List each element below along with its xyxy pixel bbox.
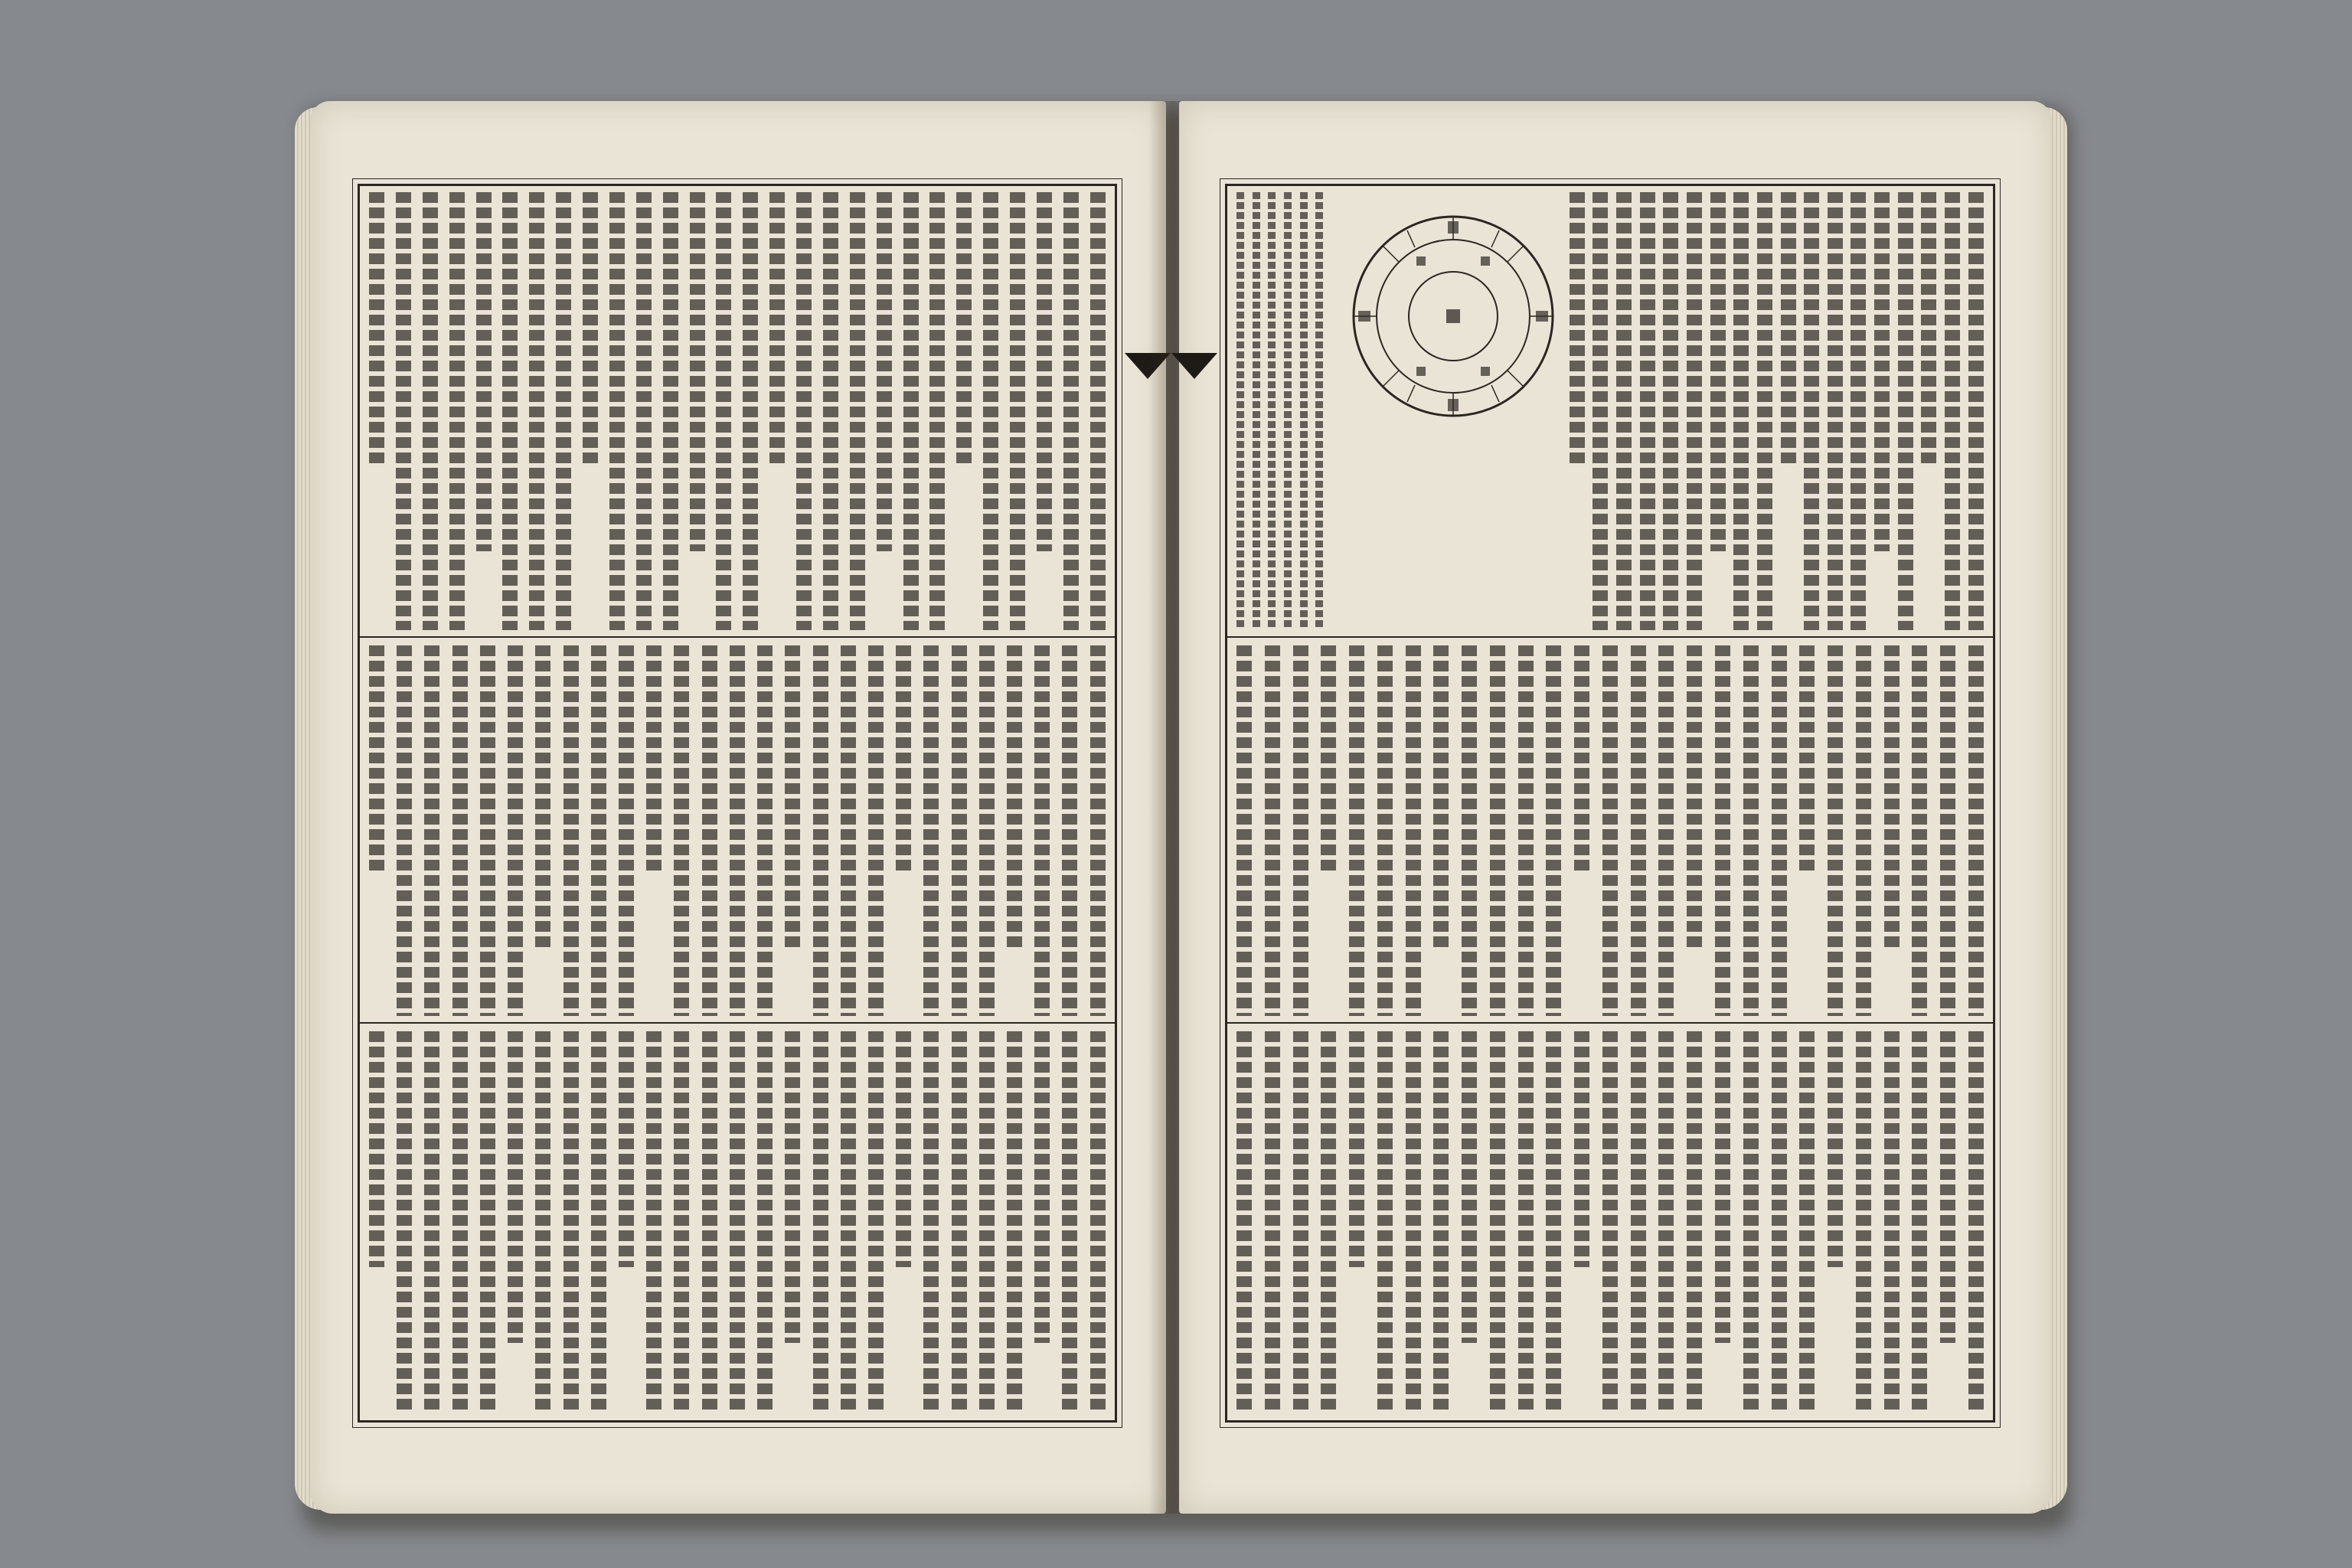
text-column: [952, 645, 967, 1016]
text-column: [923, 645, 939, 1016]
text-column-small: [1236, 192, 1244, 630]
text-column: [1265, 645, 1280, 1016]
text-column: [823, 192, 838, 630]
text-column: [1799, 1031, 1815, 1411]
text-column: [1687, 192, 1702, 630]
left-lower-text-block: [360, 1025, 1115, 1417]
right-upper-text-block: [1227, 186, 1993, 636]
text-column: [1462, 645, 1477, 1016]
text-column: [396, 192, 411, 630]
text-column: [583, 192, 598, 464]
text-column: [1828, 1031, 1843, 1267]
text-column: [1462, 1031, 1477, 1343]
text-column: [757, 645, 773, 1016]
text-column: [923, 1031, 939, 1411]
text-column: [424, 645, 439, 1016]
text-column: [1433, 645, 1449, 949]
text-column: [1321, 1031, 1336, 1411]
text-column: [1710, 192, 1726, 551]
text-column: [424, 1031, 439, 1411]
text-column: [952, 1031, 967, 1411]
text-column: [1715, 645, 1730, 1016]
text-column: [1884, 645, 1900, 949]
text-column: [1433, 1031, 1449, 1411]
text-column: [535, 645, 550, 949]
text-column: [619, 1031, 634, 1267]
text-column: [903, 192, 919, 630]
text-column: [591, 645, 606, 1016]
text-column: [1602, 1031, 1618, 1411]
text-column: [896, 645, 911, 875]
text-column: [1898, 192, 1913, 630]
text-column: [1592, 192, 1608, 630]
text-column-small: [1300, 192, 1308, 630]
text-column: [702, 1031, 717, 1411]
right-lower-text-block: [1227, 1025, 1993, 1417]
left-middle-text-block: [360, 639, 1115, 1022]
text-column: [1687, 1031, 1702, 1411]
text-column: [508, 1031, 523, 1343]
text-column: [730, 645, 745, 1016]
text-column: [1293, 645, 1308, 1016]
text-column: [1010, 192, 1025, 630]
text-column: [1602, 645, 1618, 1016]
text-column: [1490, 645, 1505, 1016]
text-column: [1631, 1031, 1646, 1411]
text-column: [1377, 1031, 1393, 1411]
text-column: [796, 192, 812, 630]
text-column: [1236, 645, 1252, 1016]
text-column: [564, 1031, 579, 1411]
text-column: [663, 192, 678, 630]
left-register-divider-2: [360, 1022, 1115, 1024]
text-column: [1574, 1031, 1589, 1267]
text-column: [1851, 192, 1866, 630]
text-column: [785, 645, 800, 949]
text-column: [452, 645, 468, 1016]
text-column: [591, 1031, 606, 1411]
text-column: [1856, 645, 1871, 1016]
text-column: [1658, 645, 1674, 1016]
text-column: [850, 192, 865, 630]
right-spine: [1168, 186, 1221, 1420]
text-column-small: [1268, 192, 1276, 630]
text-column: [674, 1031, 689, 1411]
text-column: [1884, 1031, 1900, 1411]
text-column: [1037, 192, 1052, 551]
text-column: [757, 1031, 773, 1411]
left-register-divider-1: [360, 636, 1115, 638]
text-column: [841, 1031, 856, 1411]
diagram-center-mark: [1446, 309, 1460, 323]
text-column: [556, 192, 571, 630]
text-column: [1034, 645, 1050, 1016]
text-column: [983, 192, 998, 630]
text-column: [1062, 645, 1077, 1016]
text-column: [1687, 645, 1702, 949]
text-column: [690, 192, 705, 551]
text-column: [1912, 1031, 1927, 1411]
text-column: [1518, 645, 1534, 1016]
text-column: [1940, 1031, 1955, 1343]
text-column: [1772, 1031, 1787, 1411]
text-column: [1406, 1031, 1421, 1411]
text-column: [1968, 192, 1984, 630]
text-column: [1090, 645, 1106, 1016]
text-column: [868, 1031, 884, 1411]
text-column: [1265, 1031, 1280, 1411]
text-column: [1968, 645, 1984, 1016]
text-column: [1874, 192, 1890, 551]
text-column: [1321, 645, 1336, 875]
right-register-divider-1: [1227, 636, 1993, 638]
text-column: [1062, 1031, 1077, 1411]
text-column: [1733, 192, 1749, 630]
right-fish-tail-mark: [1171, 353, 1217, 379]
text-column: [609, 192, 625, 630]
text-column-small: [1315, 192, 1323, 630]
text-column: [564, 645, 579, 1016]
text-column: [423, 192, 438, 630]
text-column: [502, 192, 518, 630]
text-column: [1799, 645, 1815, 875]
text-column: [1640, 192, 1655, 630]
text-column: [1940, 645, 1955, 1016]
text-column: [1743, 645, 1759, 1016]
text-column: [636, 192, 652, 630]
text-column: [1663, 192, 1678, 630]
text-column: [1236, 1031, 1252, 1411]
text-column: [1293, 1031, 1308, 1411]
text-column: [535, 1031, 550, 1411]
text-column: [896, 1031, 911, 1267]
text-column: [452, 1031, 468, 1411]
text-column: [956, 192, 972, 464]
text-column: [1828, 645, 1843, 1016]
text-column: [929, 192, 945, 630]
text-column: [979, 1031, 995, 1411]
text-column: [480, 645, 495, 1016]
text-column: [785, 1031, 800, 1343]
left-page: [310, 101, 1166, 1514]
text-column: [397, 645, 412, 1016]
text-column: [369, 192, 384, 464]
text-column-small: [1284, 192, 1292, 630]
text-column: [480, 1031, 495, 1411]
text-column: [529, 192, 544, 630]
text-column: [1804, 192, 1819, 630]
text-column: [743, 192, 758, 630]
left-page-frame: [358, 184, 1117, 1423]
text-column: [369, 645, 384, 875]
text-column: [1007, 1031, 1022, 1411]
text-column: [1349, 1031, 1364, 1267]
text-column: [1921, 192, 1936, 464]
right-page: [1179, 101, 2052, 1514]
text-column: [1406, 645, 1421, 1016]
text-column: [619, 645, 634, 1016]
text-column: [1828, 192, 1843, 630]
text-column: [1518, 1031, 1534, 1411]
text-column: [1772, 645, 1787, 1016]
text-column: [674, 645, 689, 1016]
text-column: [1034, 1031, 1050, 1343]
text-column: [1063, 192, 1079, 630]
text-column: [769, 192, 785, 464]
text-column: [1968, 1031, 1984, 1411]
text-column: [702, 645, 717, 1016]
text-column: [1574, 645, 1589, 875]
text-column: [1090, 1031, 1106, 1411]
text-column: [1715, 1031, 1730, 1343]
text-column: [449, 192, 465, 630]
text-column: [508, 645, 523, 1016]
text-column: [813, 1031, 828, 1411]
text-column: [1349, 645, 1364, 1016]
right-page-frame: [1225, 184, 1995, 1423]
text-column: [1912, 645, 1927, 1016]
right-register-divider-2: [1227, 1022, 1993, 1024]
text-column: [646, 1031, 662, 1411]
text-column: [1757, 192, 1772, 630]
text-column: [716, 192, 731, 630]
text-column: [1490, 1031, 1505, 1411]
text-column: [1631, 645, 1646, 1016]
text-column: [1743, 1031, 1759, 1411]
text-column: [1090, 192, 1106, 630]
text-column: [476, 192, 492, 551]
text-column: [1570, 192, 1585, 464]
text-column: [397, 1031, 412, 1411]
text-column: [730, 1031, 745, 1411]
text-column: [1546, 1031, 1561, 1411]
left-upper-text-block: [360, 186, 1115, 636]
text-column: [1781, 192, 1796, 464]
text-column: [1945, 192, 1960, 630]
text-column: [813, 645, 828, 1016]
text-column-small: [1253, 192, 1260, 630]
text-column: [1007, 645, 1022, 949]
text-column: [1616, 192, 1632, 630]
right-middle-text-block: [1227, 639, 1993, 1022]
text-column: [979, 645, 995, 1016]
text-column: [369, 1031, 384, 1267]
text-column: [646, 645, 662, 875]
text-column: [841, 645, 856, 1016]
text-column: [877, 192, 892, 551]
text-column: [1377, 645, 1393, 1016]
star-chart-diagram: [1346, 209, 1560, 423]
text-column: [1546, 645, 1561, 1016]
text-column: [1658, 1031, 1674, 1411]
text-column: [868, 645, 884, 1016]
text-column: [1856, 1031, 1871, 1411]
